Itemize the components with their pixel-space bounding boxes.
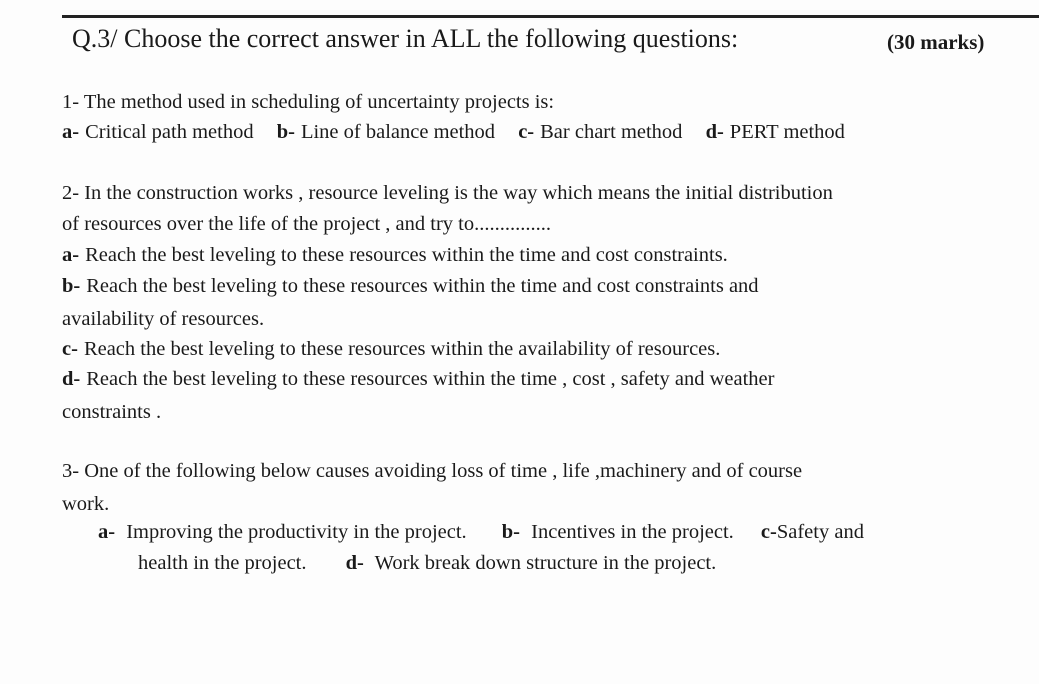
q1-option-b: b- Line of balance method	[276, 121, 496, 143]
q3-option-b-text: Incentives in the project.	[531, 521, 734, 543]
question-heading: Q.3/ Choose the correct answer in ALL the following questions:	[72, 24, 739, 53]
q3-option-c-letter: c-	[760, 521, 777, 543]
q2-option-d-cont: constraints .	[62, 401, 162, 423]
q1-stem: 1- The method used in scheduling of uncertainty projects is:	[62, 91, 555, 113]
q2-stem-line2: of resources over the life of the project , and try to...............	[62, 213, 551, 235]
q3-options-line2	[138, 553, 716, 574]
q3-option-b-letter: b-	[501, 521, 521, 543]
q2-option-d: d- Reach the best leveling to these resources within the time , cost , safety and weather	[62, 368, 775, 390]
q3-options-line1	[98, 522, 864, 543]
q3-stem-line1: 3- One of the following below causes avoiding loss of time , life ,machinery and of course	[62, 460, 803, 482]
q2-option-b-cont: availability of resources.	[62, 308, 265, 330]
q1-options	[62, 122, 863, 143]
q2-option-a: a- Reach the best leveling to these resources within the time and cost constraints.	[62, 244, 728, 266]
q3-option-c-text: Safety and	[776, 521, 864, 543]
q3-option-a-text: Improving the productivity in the project.	[126, 521, 467, 543]
q2-stem-line1: 2- In the construction works , resource leveling is the way which means the initial distribution	[62, 182, 833, 204]
q3-stem-line2: work.	[62, 493, 110, 515]
q1-option-a: a- Critical path method	[62, 121, 254, 143]
marks-label: (30 marks)	[887, 30, 985, 54]
top-rule	[62, 15, 1039, 18]
q3-option-a-letter: a-	[98, 521, 116, 543]
q3-option-d-text: Work break down structure in the project.	[374, 552, 717, 574]
q3-option-c-cont: health in the project.	[138, 552, 307, 574]
q2-option-c: c- Reach the best leveling to these resources within the availability of resources.	[62, 338, 721, 360]
q1-option-c: c- Bar chart method	[518, 121, 683, 143]
q1-option-d: d- PERT method	[705, 121, 845, 143]
q2-option-b: b- Reach the best leveling to these resources within the time and cost constraints and	[62, 275, 759, 297]
q3-option-d-letter: d-	[345, 552, 364, 574]
